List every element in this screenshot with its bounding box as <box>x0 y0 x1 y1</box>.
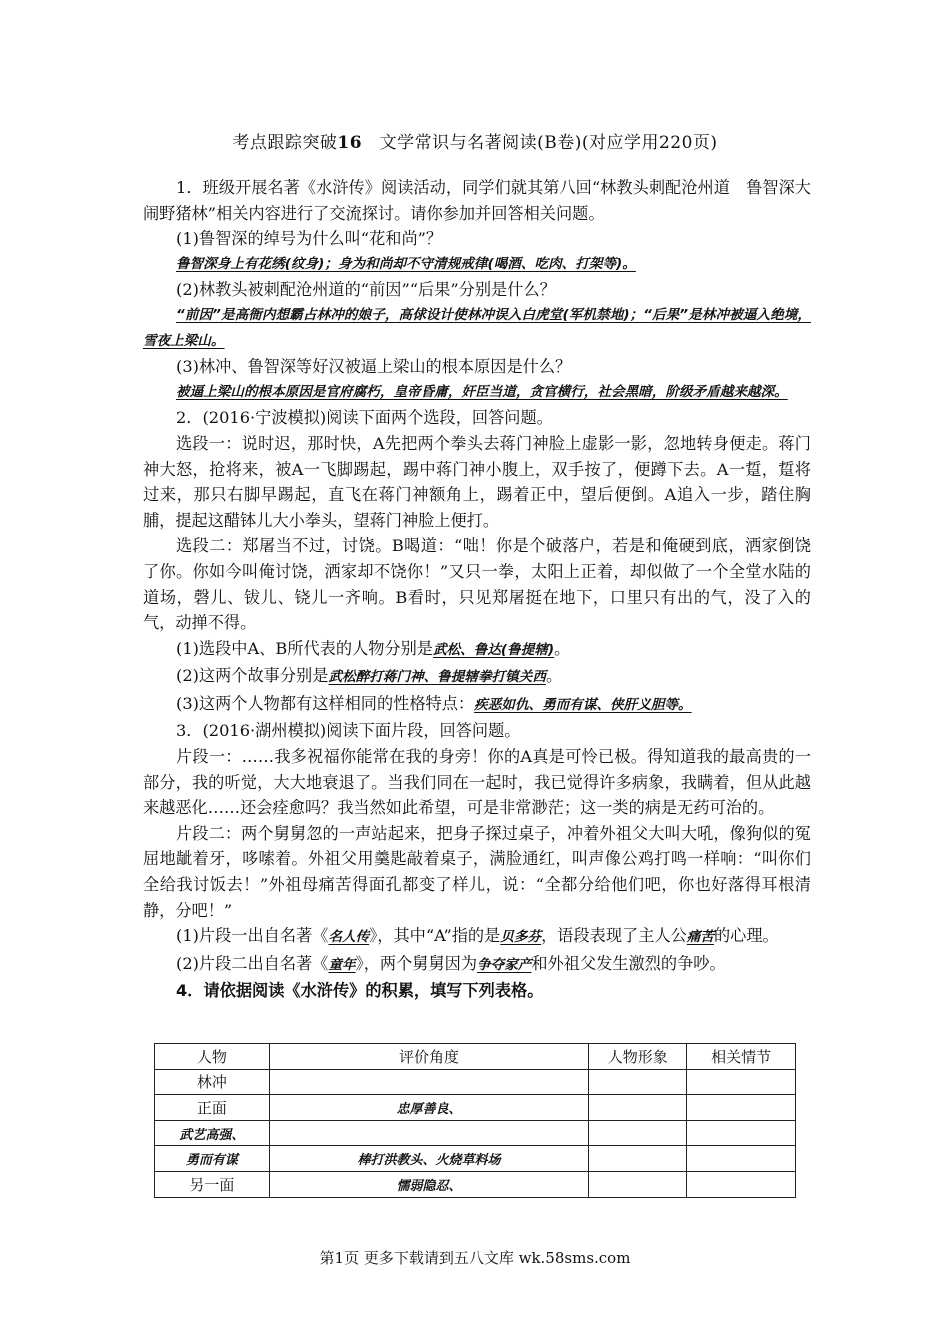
q3-sub1-e: ，语段表现了主人公 <box>541 926 687 946</box>
table-cell <box>687 1146 796 1172</box>
q2-passage1: 选段一：说时迟，那时快，A先把两个拳头去蒋门神脸上虚影一影，忽地转身便走。蒋门神大怒，抢将来，被A一飞脚踢起，踢中蒋门神小腹上，双手按了，便蹲下去。A一踅，踅将过来，那只右脚早踢起，直飞在蒋门神额角上，踢着正中，望后便倒。A追入一步，踏住胸脯，提起这醋钵儿大小拳头，望蒋门神脸上便打。 <box>143 433 811 530</box>
table-cell <box>589 1069 687 1095</box>
table-cell: 忠厚善良、 <box>269 1095 588 1121</box>
q2-sub3 <box>143 691 811 719</box>
q1-answer1: 鲁智深身上有花绣(纹身)；身为和尚却不守清规戒律(喝酒、吃肉、打架等)。 <box>176 255 636 272</box>
table-cell <box>269 1120 588 1146</box>
table-header-row <box>155 1044 796 1070</box>
table-cell <box>687 1069 796 1095</box>
table-cell: 懦弱隐忍、 <box>269 1171 588 1197</box>
q3-answer-reason: 争夺家产 <box>477 956 532 973</box>
table-header: 相关情节 <box>687 1044 796 1070</box>
title-prefix: 考点跟踪突破 <box>232 133 338 153</box>
q4-table <box>154 1043 796 1198</box>
q3-sub1-g: 的心理。 <box>713 926 779 946</box>
q1-answer3: 被逼上梁山的根本原因是官府腐朽，皇帝昏庸，奸臣当道，贪官横行，社会黑暗，阶级矛盾越来越深。 <box>176 383 788 400</box>
q2-answer3: 疾恶如仇、勇而有谋、侠肝义胆等。 <box>474 696 692 713</box>
table-cell <box>589 1171 687 1197</box>
table-cell <box>687 1120 796 1146</box>
q2-stem: 2．(2016·宁波模拟)阅读下面两个选段，回答问题。 <box>176 408 553 428</box>
q2-sub1-end: 。 <box>554 638 571 658</box>
q3-answer-person: 贝多芬 <box>500 929 542 946</box>
q2-sub2 <box>143 663 811 691</box>
table-row <box>155 1069 796 1095</box>
q3-answer-mood: 痛苦 <box>686 929 714 946</box>
q3-passage2: 片段二：两个舅舅忽的一声站起来，把身子探过桌子，冲着外祖父大叫大吼，像狗似的冤屈地龇着牙，哆嗦着。外祖父用羹匙敲着桌子，满脸通红，叫声像公鸡打鸣一样响：“叫你们全给我讨饭去！”外祖母痛苦得面孔都变了样儿，说：“全都分给他们吧，你也好落得耳根清静，分吧！” <box>143 823 811 920</box>
q3-passage1: 片段一：……我多祝福你能常在我的身旁！你的A真是可怜已极。得知道我的最高贵的一部分，我的听觉，大大地衰退了。当我们同在一起时，我已觉得许多病象，我瞒着，但从此越来越恶化……还会痊愈吗？我当然如此希望，可是非常渺茫；这一类的病是无药可治的。 <box>143 747 811 818</box>
table-cell <box>589 1120 687 1146</box>
q2-sub1 <box>143 636 811 664</box>
q1-stem: 1．班级开展名著《水浒传》阅读活动，同学们就其第八回“林教头刺配沧州道 鲁智深大闹野猪林”相关内容进行了交流探讨。请你参加并回答相关问题。 <box>143 178 811 223</box>
table-row <box>155 1146 796 1172</box>
q3-sub2 <box>143 951 811 979</box>
q1-answer2: “前因”是高衙内想霸占林冲的娘子，高俅设计使林冲误入白虎堂(军机禁地)；“后果”是林冲被逼入绝境，雪夜上梁山。 <box>143 306 811 349</box>
q2-sub2-end: 。 <box>545 666 563 686</box>
q2-sub2-text: (2)这两个故事分别是 <box>176 666 329 686</box>
title-rest: 文学常识与名著阅读(B卷)(对应学用220页) <box>379 133 718 153</box>
q3-answer-book2: 童年 <box>328 956 356 973</box>
table-cell <box>687 1171 796 1197</box>
q2-passage2: 选段二：郑屠当不过，讨饶。B喝道：“咄！你是个破落户，若是和俺硬到底，洒家倒饶了你。你如今叫俺讨饶，洒家却不饶你！”又只一拳，太阳上正着，却似做了一个全堂水陆的道场，磬儿、钹儿、铙儿一齐响。B看时，只见郑屠挺在地下，口里只有出的气，没了入的气，动掸不得。 <box>143 536 811 633</box>
q3-sub1-a: (1)片段一出自名著《 <box>176 926 329 946</box>
q3-sub2-a: (2)片段二出自名著《 <box>176 953 329 973</box>
table-cell: 棒打洪教头、火烧草料场 <box>269 1146 588 1172</box>
table-cell <box>687 1095 796 1121</box>
q3-stem: 3．(2016·湖州模拟)阅读下面片段，回答问题。 <box>176 721 521 741</box>
table-cell: 另一面 <box>155 1171 270 1197</box>
table-row <box>155 1095 796 1121</box>
table-cell <box>589 1146 687 1172</box>
q4-stem: 4．请依据阅读《水浒传》的积累，填写下列表格。 <box>176 981 544 1001</box>
table-header: 评价角度 <box>269 1044 588 1070</box>
document-body <box>143 175 811 1004</box>
table-cell: 勇而有谋 <box>155 1146 270 1172</box>
table-cell <box>589 1095 687 1121</box>
table-header: 人物 <box>155 1044 270 1070</box>
q1-sub2: (2)林教头被刺配沧州道的“前因”“后果”分别是什么？ <box>176 280 556 300</box>
q1-sub3: (3)林冲、鲁智深等好汉被逼上梁山的根本原因是什么？ <box>176 357 572 377</box>
table-cell: 林冲 <box>155 1069 270 1095</box>
page-title <box>0 128 950 153</box>
q3-answer-book1: 名人传 <box>328 929 370 946</box>
q2-sub3-text: (3)这两个人物都有这样相同的性格特点： <box>176 693 475 713</box>
table-row <box>155 1120 796 1146</box>
table-header: 人物形象 <box>589 1044 687 1070</box>
table-cell: 武艺高强、 <box>155 1120 270 1146</box>
q3-sub1-c: 》，其中“A”指的是 <box>369 926 501 946</box>
title-number: 16 <box>337 133 363 153</box>
q3-sub2-e: 和外祖父发生激烈的争吵。 <box>531 953 726 973</box>
q3-sub1 <box>143 923 811 951</box>
page-footer: 第1页 更多下载请到五八文库 wk.58sms.com <box>319 1249 631 1267</box>
q2-answer2: 武松醉打蒋门神、鲁提辖拳打镇关西 <box>328 669 546 686</box>
table-row <box>155 1171 796 1197</box>
q2-sub1-text: (1)选段中A、B所代表的人物分别是 <box>176 638 433 658</box>
q2-answer1: 武松、鲁达(鲁提辖) <box>432 641 555 658</box>
table-cell: 正面 <box>155 1095 270 1121</box>
q3-sub2-c: 》，两个舅舅因为 <box>355 953 478 973</box>
table-cell <box>269 1069 588 1095</box>
q1-sub1: (1)鲁智深的绰号为什么叫“花和尚”？ <box>176 229 443 249</box>
